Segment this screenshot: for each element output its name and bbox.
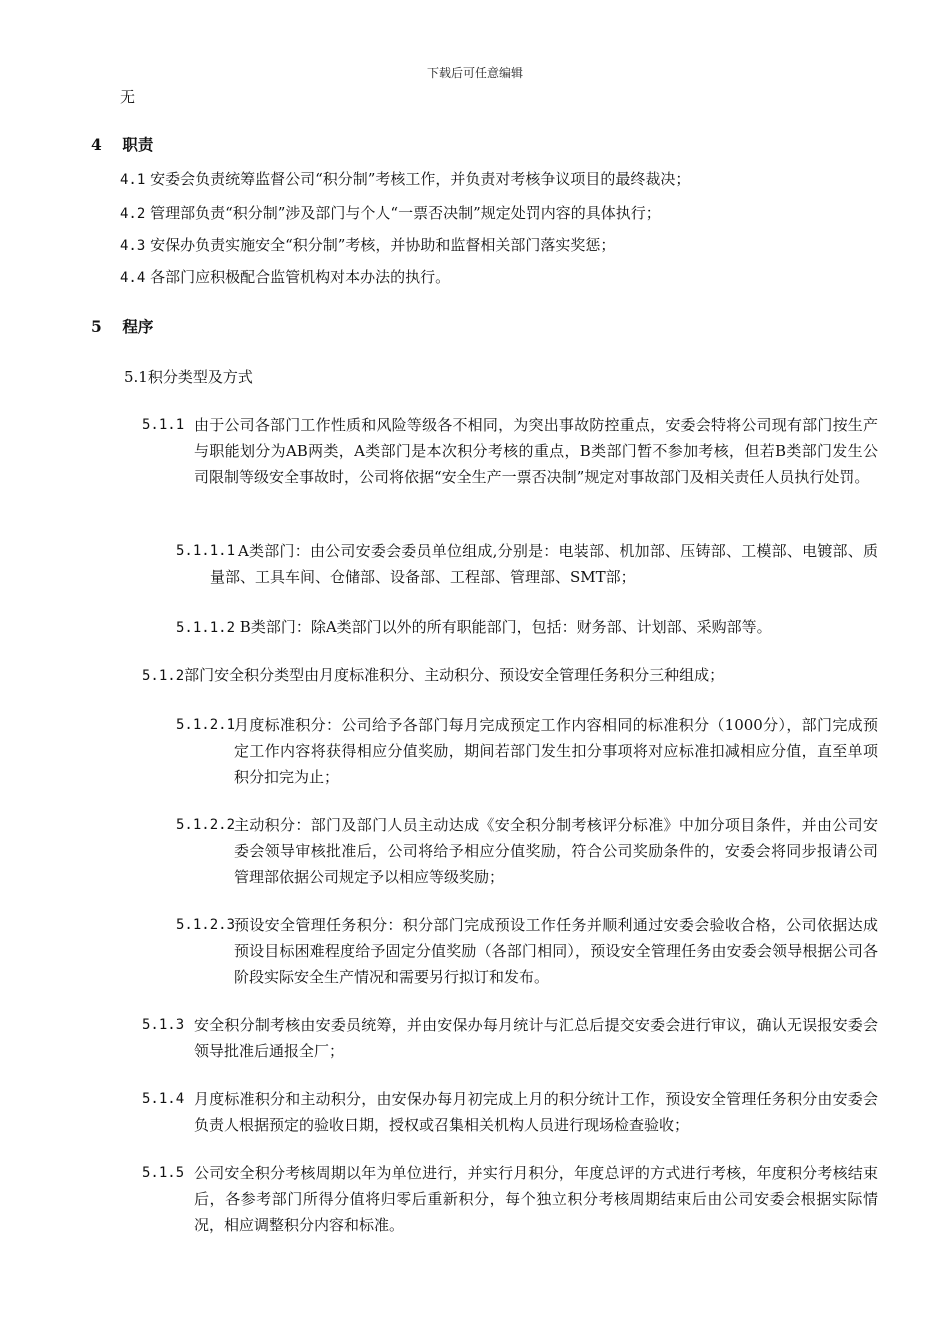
item-4-2-text: 管理部负责“积分制”涉及部门与个人“一票否决制”规定处罚内容的具体执行；	[150, 204, 661, 222]
para-5-1-2-3	[176, 912, 878, 990]
para-5-1-1-2-text: B类部门：除A类部门以外的所有职能部门，包括：财务部、计划部、采购部等。	[239, 618, 772, 636]
para-5-1-2-2-text: 主动积分：部门及部门人员主动达成《安全积分制考核评分标准》中加分项目条件，并由公司安委会领导审核批准后，公司将给予相应分值奖励，符合公司奖励条件的，安委会将同步报请公司管理部依据公司规定予以相应等级奖励；	[234, 816, 878, 886]
para-5-1-3-number: 5.1.3	[142, 1017, 185, 1033]
item-4-2-number: 4.2	[120, 206, 146, 222]
para-5-1-5-number: 5.1.5	[142, 1165, 185, 1181]
section-4-title: 职责	[122, 135, 154, 154]
para-5-1-1-2	[176, 614, 772, 641]
para-5-1-5	[142, 1160, 878, 1238]
para-5-1-1	[142, 412, 878, 490]
subsection-5-1: 5.1积分类型及方式	[124, 368, 253, 386]
page-header: 下载后可任意编辑	[426, 66, 523, 80]
none-text: 无	[120, 88, 136, 106]
item-4-4	[120, 264, 450, 291]
para-5-1-1-1-number: 5.1.1.1	[176, 543, 236, 559]
para-5-1-2-2	[176, 812, 878, 890]
para-5-1-1-text: 由于公司各部门工作性质和风险等级各不相同，为突出事故防控重点，安委会特将公司现有部门按生产与职能划分为AB两类，A类部门是本次积分考核的重点，B类部门暂不参加考核，但若B类部门发生公司限制等级安全事故时，公司将依据“安全生产一票否决制”规定对事故部门及相关责任人员执行处罚。	[194, 416, 878, 486]
item-4-3-number: 4.3	[120, 238, 146, 254]
para-5-1-3	[142, 1012, 878, 1064]
item-4-3-text: 安保办负责实施安全“积分制”考核，并协助和监督相关部门落实奖惩；	[150, 236, 616, 254]
item-4-1-text: 安委会负责统筹监督公司“积分制”考核工作，并负责对考核争议项目的最终裁决；	[150, 170, 691, 188]
para-5-1-2-3-number: 5.1.2.3	[176, 917, 236, 933]
para-5-1-2-number: 5.1.2	[142, 668, 185, 684]
item-4-4-text: 各部门应积极配合监管机构对本办法的执行。	[150, 268, 451, 286]
item-4-1	[120, 166, 690, 193]
para-5-1-2-3-text: 预设安全管理任务积分：积分部门完成预设工作任务并顺利通过安委会验收合格，公司依据达成预设目标困难程度给予固定分值奖励（各部门相同），预设安全管理任务由安委会领导根据公司各阶段实际安全生产情况和需要另行拟订和发布。	[234, 916, 878, 986]
section-4-heading	[91, 132, 153, 158]
para-5-1-2-1-number: 5.1.2.1	[176, 717, 236, 733]
para-5-1-1-2-number: 5.1.1.2	[176, 620, 236, 636]
section-4-number: 4	[91, 135, 102, 154]
para-5-1-2-1-text: 月度标准积分：公司给予各部门每月完成预定工作内容相同的标准积分（1000分），部门完成预定工作内容将获得相应分值奖励，期间若部门发生扣分事项将对应标准扣减相应分值，直至单项积分扣完为止；	[234, 716, 878, 786]
item-4-3	[120, 232, 615, 259]
section-5-title: 程序	[122, 317, 154, 336]
para-5-1-5-text: 公司安全积分考核周期以年为单位进行，并实行月积分，年度总评的方式进行考核，年度积分考核结束后，各参考部门所得分值将归零后重新积分，每个独立积分考核周期结束后由公司安委会根据实际情况，相应调整积分内容和标准。	[194, 1164, 878, 1234]
section-5-heading	[91, 314, 153, 340]
para-5-1-3-text: 安全积分制考核由安委员统筹，并由安保办每月统计与汇总后提交安委会进行审议，确认无误报安委会领导批准后通报全厂；	[194, 1016, 878, 1060]
para-5-1-1-1-text: A类部门：由公司安委会委员单位组成,分别是：电装部、机加部、压铸部、工模部、电镀部、质量部、工具车间、仓储部、设备部、工程部、管理部、SMT部；	[210, 542, 878, 586]
item-4-4-number: 4.4	[120, 270, 146, 286]
para-5-1-2-2-number: 5.1.2.2	[176, 817, 236, 833]
section-5-number: 5	[91, 317, 102, 336]
para-5-1-2	[142, 662, 724, 689]
para-5-1-1-1	[176, 538, 878, 590]
item-4-1-number: 4.1	[120, 172, 146, 188]
para-5-1-4-number: 5.1.4	[142, 1091, 185, 1107]
para-5-1-1-number: 5.1.1	[142, 417, 185, 433]
para-5-1-2-1	[176, 712, 878, 790]
para-5-1-4	[142, 1086, 878, 1138]
item-4-2	[120, 200, 661, 227]
para-5-1-2-text: 部门安全积分类型由月度标准积分、主动积分、预设安全管理任务积分三种组成；	[184, 666, 725, 684]
para-5-1-4-text: 月度标准积分和主动积分，由安保办每月初完成上月的积分统计工作，预设安全管理任务积分由安委会负责人根据预定的验收日期，授权或召集相关机构人员进行现场检查验收；	[194, 1090, 878, 1134]
